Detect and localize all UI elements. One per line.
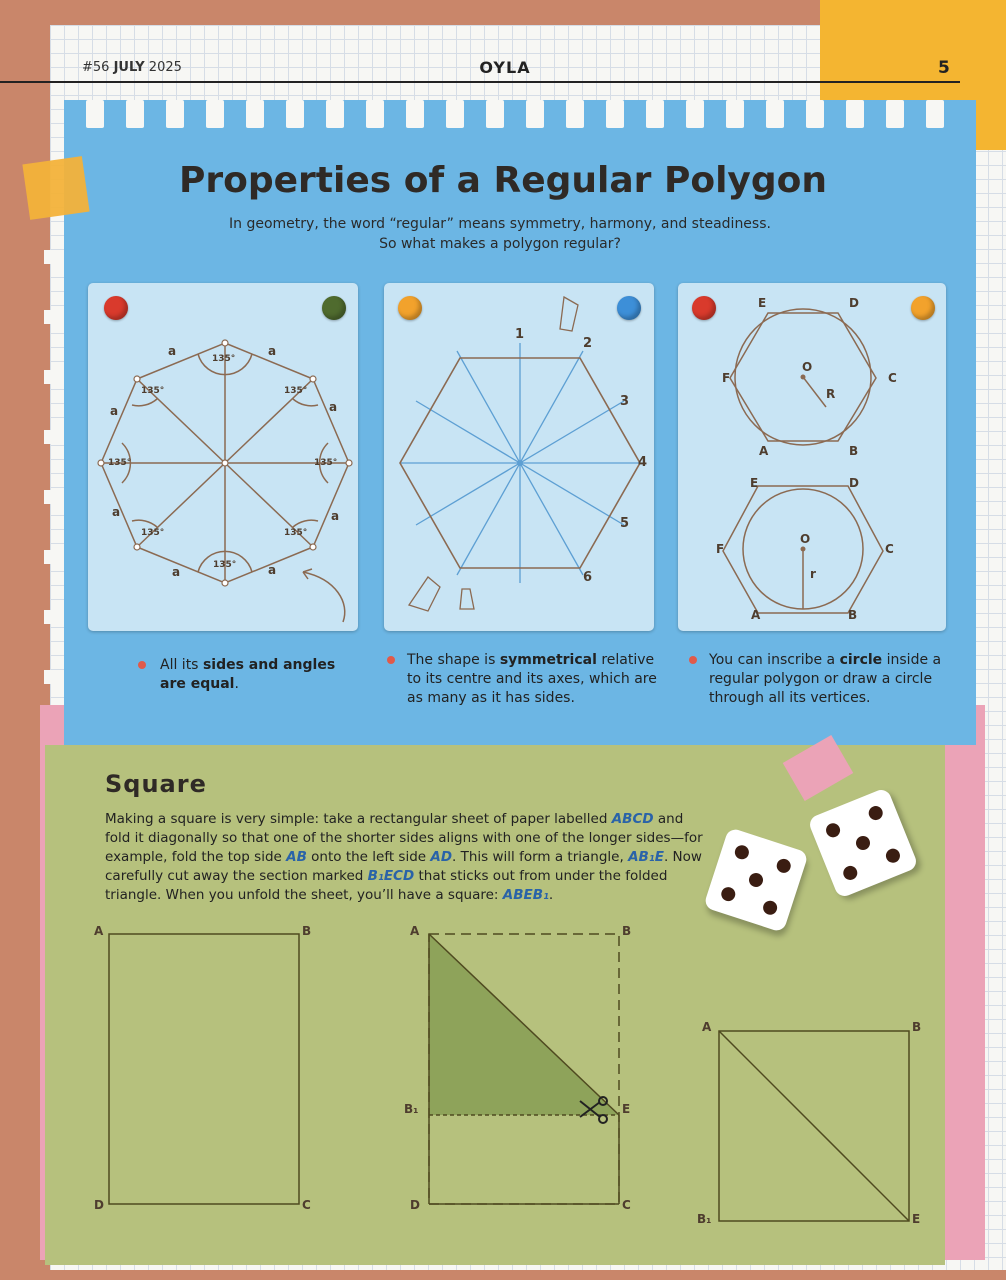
vertex-label: F <box>716 542 725 556</box>
side-label: a <box>168 344 177 358</box>
axis-label: 3 <box>620 394 630 409</box>
header-rule <box>0 81 960 83</box>
vertex-label: F <box>722 371 731 385</box>
vertex-label: D <box>849 296 859 310</box>
radius-label: r <box>810 567 816 581</box>
vertex-label: C <box>888 371 897 385</box>
bullet-circle: You can inscribe a circle inside a regular polygon or draw a circle through all its vertices. <box>709 651 949 708</box>
corner-label: B₁ <box>697 1212 712 1226</box>
vertex-label: C <box>885 542 894 556</box>
corner-label: D <box>94 1198 104 1212</box>
side-label: a <box>110 404 119 418</box>
angle-label: 135° <box>212 354 236 364</box>
center-label: O <box>800 532 811 546</box>
notebook-perforations <box>64 100 976 134</box>
side-label: a <box>268 344 277 358</box>
axis-label: 2 <box>583 336 593 351</box>
folded-diagram <box>420 925 630 1215</box>
axis-label: 4 <box>638 455 648 470</box>
corner-label: D <box>410 1198 420 1212</box>
page-title: Properties of a Regular Polygon <box>179 160 827 201</box>
result-square-diagram <box>710 1022 920 1232</box>
corner-label: A <box>94 924 104 938</box>
angle-label: 135° <box>141 386 165 396</box>
angle-label: 135° <box>284 528 308 538</box>
brand-logo: OYLA <box>479 58 531 77</box>
radius-label: R <box>826 387 836 401</box>
axis-label: 6 <box>583 570 593 585</box>
axis-label: 5 <box>620 516 630 531</box>
corner-label: C <box>302 1198 311 1212</box>
vertex-label: A <box>751 608 761 622</box>
center-label: O <box>802 360 813 374</box>
square-instructions: Making a square is very simple: take a rectangular sheet of paper labelled ABCD and fold it diagonally so that one of the shorter sides aligns with one of the longer sides—for example, fold the top side AB onto the left side AD. This will form a triangle, AB₁E. Now carefully cut away the section marked B₁ECD that sticks out from under the folded triangle. When you unfold the sheet, you’ll have a square: ABEB₁. <box>105 811 703 903</box>
side-label: a <box>112 505 121 519</box>
intro-text: In geometry, the word “regular” means symmetry, harmony, and steadiness. So what makes a polygon regular? <box>229 216 771 252</box>
corner-label: B₁ <box>404 1102 419 1116</box>
left-perforations <box>44 250 64 710</box>
vertex-label: E <box>758 296 767 310</box>
corner-label: B <box>622 924 632 938</box>
angle-label: 135° <box>141 528 165 538</box>
corner-label: B <box>302 924 312 938</box>
side-label: a <box>331 509 340 523</box>
corner-label: C <box>622 1198 631 1212</box>
side-label: a <box>268 563 277 577</box>
corner-label: B <box>912 1020 922 1034</box>
issue-label: #56 JULY 2025 <box>82 60 182 75</box>
angle-label: 135° <box>108 458 132 468</box>
octagon-diagram <box>88 283 358 631</box>
vertex-label: A <box>759 444 769 458</box>
page-number: 5 <box>938 58 950 78</box>
vertex-label: B <box>849 444 859 458</box>
corner-label: A <box>702 1020 712 1034</box>
bullet-symmetry: The shape is symmetrical relative to its centre and its axes, which are as many as it has sides. <box>407 651 657 708</box>
corner-label: E <box>912 1212 921 1226</box>
axis-label: 1 <box>515 327 525 342</box>
vertex-label: B <box>848 608 858 622</box>
square-section-title: Square <box>105 770 207 798</box>
side-label: a <box>172 565 181 579</box>
angle-label: 135° <box>213 560 237 570</box>
side-label: a <box>329 400 338 414</box>
vertex-label: E <box>750 476 759 490</box>
corner-label: A <box>410 924 420 938</box>
bullet-equal-sides: All its sides and angles are equal. <box>160 656 350 694</box>
rectangle-diagram <box>100 925 310 1215</box>
angle-label: 135° <box>284 386 308 396</box>
corner-label: E <box>622 1102 631 1116</box>
angle-label: 135° <box>314 458 338 468</box>
vertex-label: D <box>849 476 859 490</box>
